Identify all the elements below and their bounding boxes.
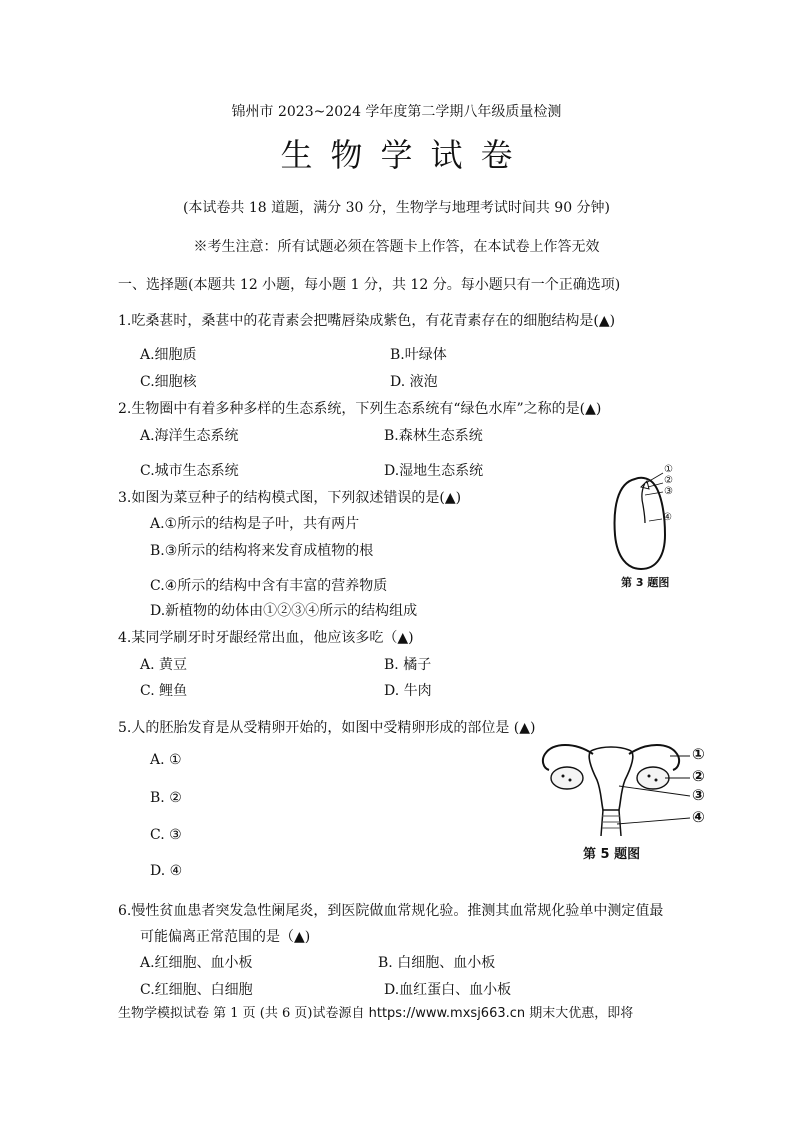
fig3-label-4: ④ (663, 512, 672, 523)
question-2-option-c: C.城市生态系统 (140, 463, 239, 479)
page-title: 生物学试卷 (280, 136, 531, 174)
fig5-label-1: ① (692, 745, 705, 763)
question-5-stem: 5.人的胚胎发育是从受精卵开始的，如图中受精卵形成的部位是 (▲) (118, 720, 536, 736)
exam-info: (本试卷共 18 道题，满分 30 分，生物学与地理考试时间共 90 分钟) (182, 200, 611, 216)
pointer-line-4 (649, 519, 662, 521)
vagina-rings (602, 816, 620, 828)
question-6-option-c: C.红细胞、白细胞 (140, 982, 253, 998)
question-6-option-a: A.红细胞、血小板 (140, 955, 253, 971)
pointer-line-1 (646, 473, 663, 483)
fig3-label-2: ② (664, 475, 673, 486)
footer-page-info: 生物学模拟试卷 第 1 页 (共 6 页)试卷源自 (118, 1006, 365, 1021)
question-4-option-d: D. 牛肉 (384, 683, 432, 699)
exam-notice: ※考生注意：所有试题必须在答题卡上作答，在本试卷上作答无效 (193, 239, 600, 255)
question-6-stem: 6.慢性贫血患者突发急性阑尾炎，到医院做血常规化验。推测其血常规化验单中测定值最 (118, 903, 664, 919)
question-4-option-c: C. 鲤鱼 (140, 683, 188, 699)
question-1-option-a: A.细胞质 (140, 347, 197, 363)
embryo-shape (642, 483, 645, 523)
question-1-option-c: C.细胞核 (140, 374, 197, 390)
question-3-option-d: D.新植物的幼体由①②③④所示的结构组成 (150, 603, 418, 619)
vagina-shape (601, 810, 621, 836)
question-3-option-a: A.①所示的结构是子叶，共有两片 (150, 516, 360, 532)
question-5-option-a: A. ① (150, 752, 182, 768)
question-1-stem: 1.吃桑葚时，桑葚中的花青素会把嘴唇染成紫色，有花青素存在的细胞结构是(▲) (118, 313, 616, 329)
question-3-option-c: C.④所示的结构中含有丰富的营养物质 (150, 578, 388, 594)
left-ovary (551, 767, 583, 789)
question-5-option-c: C. ③ (150, 827, 182, 843)
question-6-option-d: D.血红蛋白、血小板 (384, 982, 512, 998)
bean-seed-diagram (605, 465, 685, 575)
seed-outline (615, 478, 665, 569)
pointer-line-4 (617, 818, 690, 824)
fig5-label-2: ② (692, 767, 705, 785)
question-6-option-b: B. 白细胞、血小板 (378, 955, 496, 971)
exam-header: 锦州市 2023~2024 学年度第二学期八年级质量检测 (231, 104, 562, 120)
question-3-option-b: B.③所示的结构将来发育成植物的根 (150, 543, 374, 559)
reproductive-system-diagram (535, 738, 695, 838)
left-oviduct (543, 745, 593, 770)
right-ovary (637, 767, 669, 789)
fig5-label-3: ③ (692, 786, 705, 804)
right-oviduct (629, 745, 679, 770)
fig5-label-4: ④ (692, 808, 705, 826)
question-5-option-b: B. ② (150, 790, 182, 806)
question-2-stem: 2.生物圈中有着多种多样的生态系统，下列生态系统有“绿色水库”之称的是(▲) (118, 401, 602, 417)
question-5-option-d: D. ④ (150, 863, 183, 879)
section-heading: 一、选择题(本题共 12 小题，每小题 1 分，共 12 分。每小题只有一个正确选项) (118, 277, 621, 293)
ovary-dot (562, 775, 565, 778)
page-footer (118, 1002, 633, 1021)
question-1-option-b: B.叶绿体 (390, 347, 447, 363)
ovary-dot (569, 779, 572, 782)
question-2-option-a: A.海洋生态系统 (140, 428, 239, 444)
uterus-shape (589, 747, 633, 810)
question-2-option-b: B.森林生态系统 (384, 428, 483, 444)
question-4-option-b: B. 橘子 (384, 657, 432, 673)
question-2-option-d: D.湿地生态系统 (384, 463, 484, 479)
ovary-dot (655, 779, 658, 782)
fig3-caption: 第 3 题图 (621, 576, 670, 589)
ovary-dot (648, 775, 651, 778)
fig5-caption: 第 5 题图 (583, 847, 641, 862)
question-6-stem-continued: 可能偏离正常范围的是（▲) (140, 929, 311, 945)
question-4-option-a: A. 黄豆 (140, 657, 188, 673)
question-4-stem: 4.某同学刷牙时牙龈经常出血，他应该多吃（▲) (118, 630, 414, 646)
question-3-stem: 3.如图为菜豆种子的结构模式图，下列叙述错误的是(▲) (118, 490, 462, 506)
fig3-label-3: ③ (664, 486, 673, 497)
footer-promo-text: 期末大优惠，即将 (529, 1006, 634, 1021)
question-1-option-d: D. 液泡 (390, 374, 438, 390)
footer-source-link[interactable]: https://www.mxsj663.cn (368, 1006, 526, 1021)
fig3-label-1: ① (664, 464, 673, 475)
